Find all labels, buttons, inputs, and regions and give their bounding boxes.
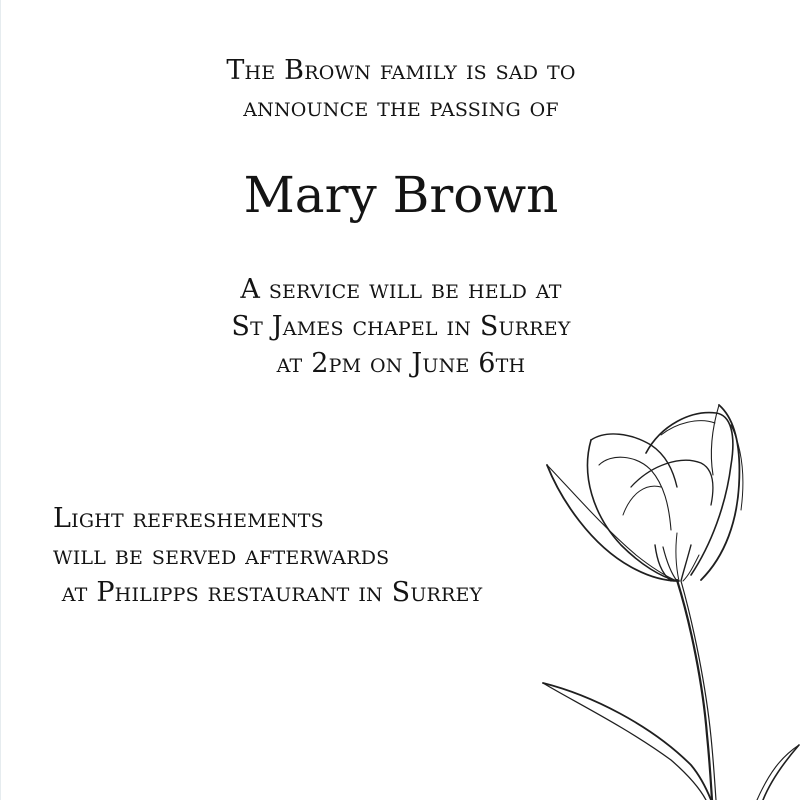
service-line: St James chapel in Surrey	[231, 311, 571, 342]
tulip-line-drawing-icon	[531, 395, 800, 800]
intro-line: The Brown family is sad to	[226, 55, 576, 86]
service-details	[1, 271, 800, 382]
intro-text	[1, 52, 800, 126]
intro-line: announce the passing of	[243, 92, 559, 123]
refreshments-line: Light refreshements	[53, 503, 324, 534]
refreshments-line: at Philipps restaurant in Surrey	[53, 577, 483, 608]
deceased-name: Mary Brown	[243, 166, 559, 224]
service-line: A service will be held at	[240, 274, 562, 305]
service-line: at 2pm on June 6th	[276, 348, 526, 379]
refreshments-line: will be served afterwards	[53, 540, 390, 571]
refreshments-details	[53, 500, 573, 611]
